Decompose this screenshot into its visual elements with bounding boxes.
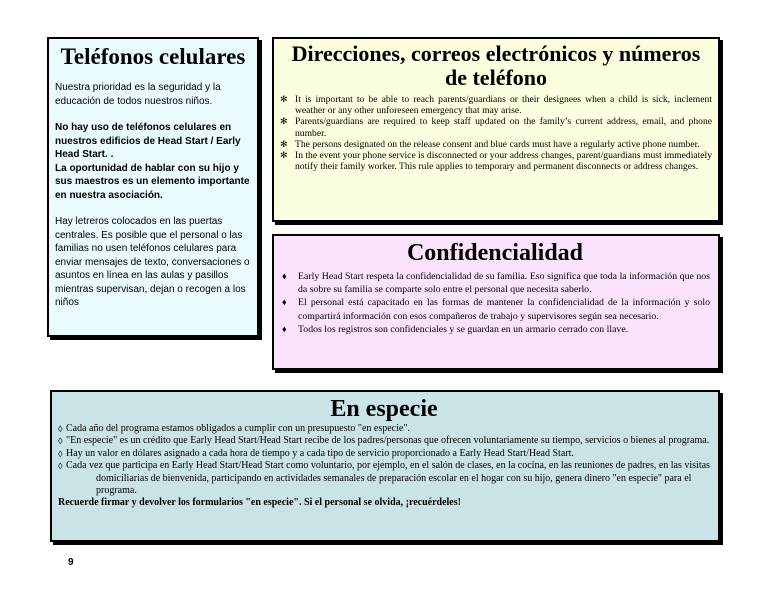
asterisk-icon: ✻ <box>280 150 288 161</box>
page-number: 9 <box>68 557 74 568</box>
list-item: ◊ Cada año del programa estamos obligados a cumplir con un presupuesto "en especie". <box>58 423 410 434</box>
lozenge-icon: ◊ <box>58 436 63 447</box>
diamond-icon: ♦ <box>282 271 287 281</box>
asterisk-icon: ✻ <box>280 94 288 104</box>
contact-info-box <box>272 37 720 222</box>
cell-phones-opportunity: La oportunidad de hablar con su hijo y sus maestros es un elemento importante en nuestra asociación. <box>55 162 250 201</box>
cell-phones-title: Teléfonos celulares <box>60 44 246 69</box>
in-kind-list <box>58 423 710 497</box>
cell-phones-signs: Hay letreros colocados en las puertas centrales. Es posible que el personal o las familias no usen teléfonos celulares para enviar mensajes de texto, conversaciones o asuntos en línea en las aulas y pasillos mientras supervisan, dejan o recogen a los niños <box>55 216 250 308</box>
contact-info-list <box>280 94 712 172</box>
list-item: ◊ Hay un valor en dólares asignado a cada hora de tiempo y a cada tipo de servicio proporcionado a Early Head Start/Head Start. <box>58 447 574 459</box>
confidentiality-title: Confidencialidad <box>406 240 584 266</box>
lozenge-icon: ◊ <box>58 461 63 472</box>
list-item: ✻ It is important to be able to reach parents/guardians or their designees when a child is sick, inclement weather or any other unforeseen emergency that may arise. <box>280 94 712 117</box>
cell-phones-box <box>47 37 259 337</box>
cell-phones-rule: No hay uso de teléfonos celulares en nuestros edificios de Head Start / Early Head Start. . <box>55 122 241 160</box>
confidentiality-list <box>280 270 710 336</box>
diamond-icon: ♦ <box>282 323 287 334</box>
list-item: ◊ Cada vez que participa en Early Head Start/Head Start como voluntario, por ejemplo, en el salón de clases, en la cocina, en las reuniones de padres, en las visitas domiciliarias de bienvenida, participando en actividades semanales de preparación escolar en el hogar con su hijo, genera dinero "en especie" para el programa. <box>58 460 710 497</box>
asterisk-icon: ✻ <box>280 138 288 149</box>
confidentiality-box <box>272 234 720 370</box>
cell-phones-intro: Nuestra prioridad es la seguridad y la educación de todos nuestros niños. <box>55 82 221 107</box>
list-item: ♦ Todos los registros son confidenciales y se guardan en un armario cerrado con llave. <box>282 323 629 335</box>
contact-info-title: Direcciones, correos electrónicos y números de teléfono <box>291 41 701 90</box>
list-item: ◊ "En especie" es un crédito que Early Head Start/Head Start recibe de los padres/personas que ofrecen voluntariamente su tiempo, servicios o bienes al programa. <box>58 435 710 447</box>
in-kind-box <box>50 390 720 542</box>
list-item: ♦ Early Head Start respeta la confidencialidad de su familia. Eso significa que toda la información que nos da sobre su familia se comparte solo entre el personal que necesita saberlo. <box>282 271 710 296</box>
list-item: ✻ In the event your phone service is disconnected or your address changes, parent/guardians must immediately notify their family worker. This rule applies to temporary and permanent disconnects or address changes. <box>280 150 712 173</box>
list-item: ✻ Parents/guardians are required to keep staff updated on the family’s current address, email, and phone number. <box>280 116 712 139</box>
in-kind-reminder: Recuerde firmar y devolver los formularios "en especie". Si el personal se olvida, ¡recuérdeles! <box>58 497 461 509</box>
list-item: ♦ El personal está capacitado en las formas de mantener la confidencialidad de la información y solo compartirá información con esos compañeros de trabajo y supervisores según sea necesario. <box>282 297 710 322</box>
lozenge-icon: ◊ <box>58 424 63 434</box>
diamond-icon: ♦ <box>282 297 287 308</box>
lozenge-icon: ◊ <box>58 448 63 459</box>
list-item: ✻ The persons designated on the release consent and blue cards must have a regularly active phone number. <box>280 138 700 150</box>
in-kind-title: En especie <box>330 396 438 422</box>
asterisk-icon: ✻ <box>280 116 288 127</box>
